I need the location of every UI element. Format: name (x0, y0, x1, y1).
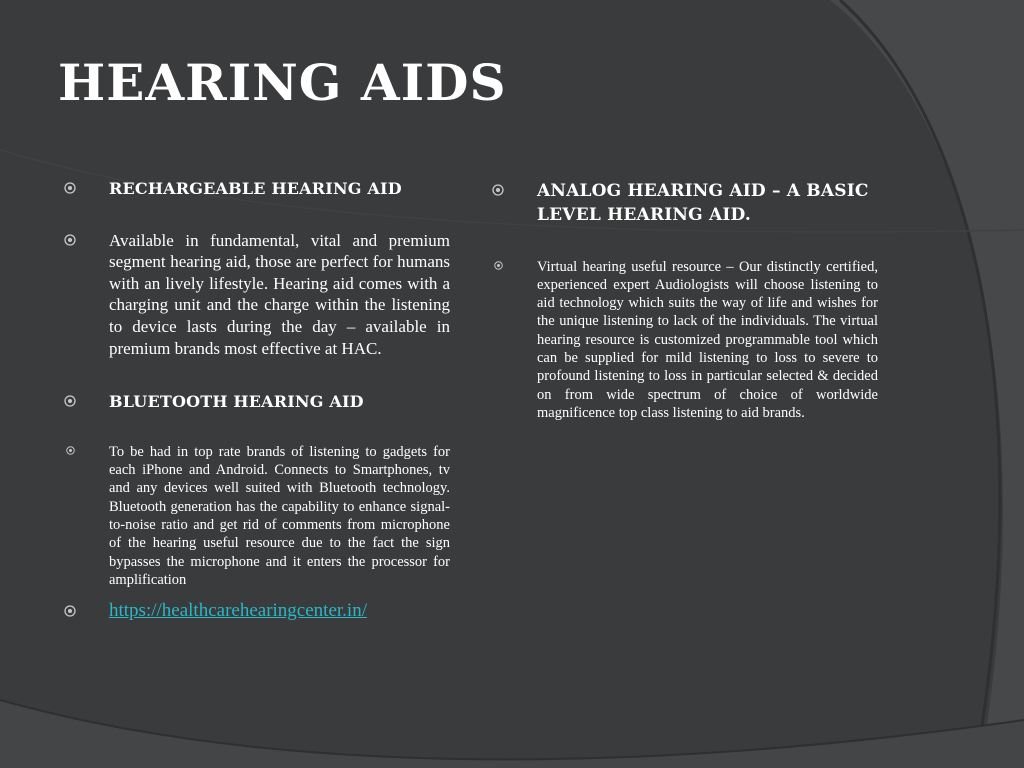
section-heading: RECHARGEABLE HEARING AID (109, 179, 402, 198)
circled-dot-icon (494, 261, 503, 270)
list-item (492, 180, 878, 228)
list-item (64, 601, 450, 622)
circled-dot-icon (66, 446, 75, 455)
circled-dot-icon (64, 395, 76, 407)
body-text: To be had in top rate brands of listening to gadgets for each iPhone and Android. Connects to Smartphones, tv and any devices well suited with Bluetooth technology. Bluetooth generation has the capability to enhance signal-to-noise ratio and get rid of comments from microphone of the hearing useful resource due to the fact the sign bypasses the microphone and it enters the processor for amplification (109, 443, 450, 588)
circled-dot-icon (64, 605, 76, 617)
section-heading: ANALOG HEARING AID – A BASIC LEVEL HEARING AID. (537, 181, 869, 225)
website-link[interactable]: https://healthcarehearingcenter.in/ (109, 600, 367, 622)
body-text: Available in fundamental, vital and premium segment hearing aid, those are perfect for humans with an lively lifestyle. Hearing aid comes with a charging unit and the charge within the listening to device lasts during the day – available in premium brands most effective at HAC. (109, 230, 450, 358)
list-item (64, 230, 450, 360)
list-item (492, 258, 878, 423)
section-heading: BLUETOOTH HEARING AID (109, 392, 364, 412)
list-item (64, 443, 450, 589)
list-item (64, 391, 450, 413)
right-column (492, 180, 878, 422)
slide-title: HEARING AIDS (58, 53, 507, 112)
list-item (64, 178, 450, 200)
body-text: Virtual hearing useful resource – Our distinctly certified, experienced expert Audiologists will choose listening to aid technology which suits the way of life and wishes for the unique listening to lack of the individuals. The virtual hearing resource is customized programmable tool which can be supplied for mild listening to loss to severe to profound listening to loss in particular selected & decided on from wide spectrum of choice of worldwide magnificence top class listening to aid brands. (537, 258, 878, 421)
circled-dot-icon (492, 184, 504, 196)
circled-dot-icon (64, 234, 76, 246)
circled-dot-icon (64, 182, 76, 194)
left-column (64, 178, 450, 622)
